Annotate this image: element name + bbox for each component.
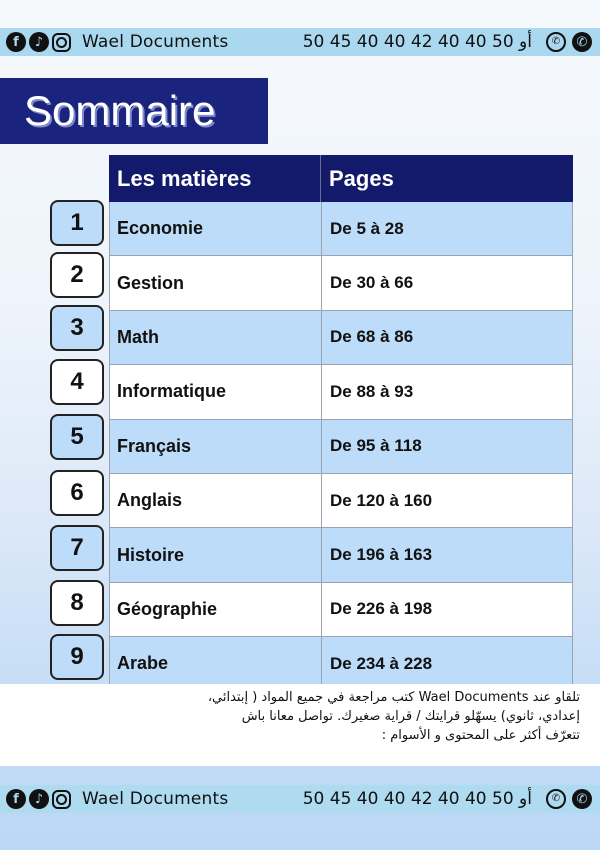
brand-name: Wael Documents: [82, 32, 229, 52]
instagram-icon[interactable]: [52, 790, 71, 809]
table-row: [110, 528, 572, 582]
title-banner: [0, 78, 268, 144]
row-number: 2: [50, 252, 104, 298]
subject-cell: Géographie: [110, 583, 322, 636]
pages-cell: De 5 à 28: [330, 218, 404, 238]
row-number: 9: [50, 634, 104, 680]
row-number: 6: [50, 470, 104, 516]
pages-cell: De 196 à 163: [330, 545, 433, 565]
info-line: إعدادي، ثانوي) يسهّلو قرايتك / قراية صغيرك. تواصل معانا باش: [241, 709, 580, 724]
pages-cell: De 88 à 93: [330, 381, 414, 401]
whatsapp-icon[interactable]: ✆: [546, 789, 566, 809]
column-header-subjects: Les matières: [109, 155, 321, 202]
phone-icon[interactable]: ✆: [572, 32, 592, 52]
subject-cell: Anglais: [110, 474, 322, 527]
tiktok-icon[interactable]: ♪: [29, 789, 49, 809]
instagram-icon[interactable]: [52, 33, 71, 52]
social-links: [6, 32, 228, 52]
row-number: 8: [50, 580, 104, 626]
phone-text: 50 45 40 40 أو 50 40 40 42: [302, 32, 532, 52]
table-row: [110, 311, 572, 365]
row-number: 4: [50, 359, 104, 405]
subject-cell: Economie: [110, 202, 322, 255]
row-number: 1: [50, 200, 104, 246]
table-row: [110, 583, 572, 637]
phone-text: 50 45 40 40 أو 50 40 40 42: [302, 789, 532, 809]
row-number: 5: [50, 414, 104, 460]
table-row: [110, 474, 572, 528]
table-row: [110, 256, 572, 310]
subject-cell: Arabe: [110, 637, 322, 690]
info-paragraph: [100, 688, 580, 745]
subject-cell: Informatique: [110, 365, 322, 418]
table-body: [109, 202, 573, 692]
subject-cell: Gestion: [110, 256, 322, 309]
row-number: 3: [50, 305, 104, 351]
pages-cell: De 226 à 198: [330, 599, 433, 619]
header-contact-bar: [0, 28, 600, 56]
phone-numbers: [303, 789, 592, 809]
phone-numbers: [303, 32, 592, 52]
column-header-pages: Pages: [329, 165, 394, 191]
facebook-icon[interactable]: f: [6, 789, 26, 809]
brand-name: Wael Documents: [82, 789, 229, 809]
whatsapp-icon[interactable]: ✆: [546, 32, 566, 52]
contents-table: [109, 155, 573, 692]
table-row: [110, 202, 572, 256]
pages-cell: De 68 à 86: [330, 327, 414, 347]
pages-cell: De 95 à 118: [330, 436, 422, 456]
pages-cell: De 234 à 228: [330, 653, 433, 673]
tiktok-icon[interactable]: ♪: [29, 32, 49, 52]
table-row: [110, 420, 572, 474]
facebook-icon[interactable]: f: [6, 32, 26, 52]
pages-cell: De 120 à 160: [330, 490, 433, 510]
social-links: [6, 789, 228, 809]
table-row: [110, 365, 572, 419]
row-number: 7: [50, 525, 104, 571]
info-line: تتعرّف أكثر على المحتوى و الأسوام :: [381, 728, 580, 743]
subject-cell: Français: [110, 420, 322, 473]
footer-contact-bar: [0, 785, 600, 813]
subject-cell: Math: [110, 311, 322, 364]
page-title: Sommaire: [24, 87, 216, 134]
pages-cell: De 30 à 66: [330, 273, 414, 293]
phone-icon[interactable]: ✆: [572, 789, 592, 809]
table-header: [109, 155, 573, 202]
subject-cell: Histoire: [110, 528, 322, 581]
info-line: تلقاو عند Wael Documents كتب مراجعة في جميع المواد ( إبتدائي،: [207, 690, 580, 705]
